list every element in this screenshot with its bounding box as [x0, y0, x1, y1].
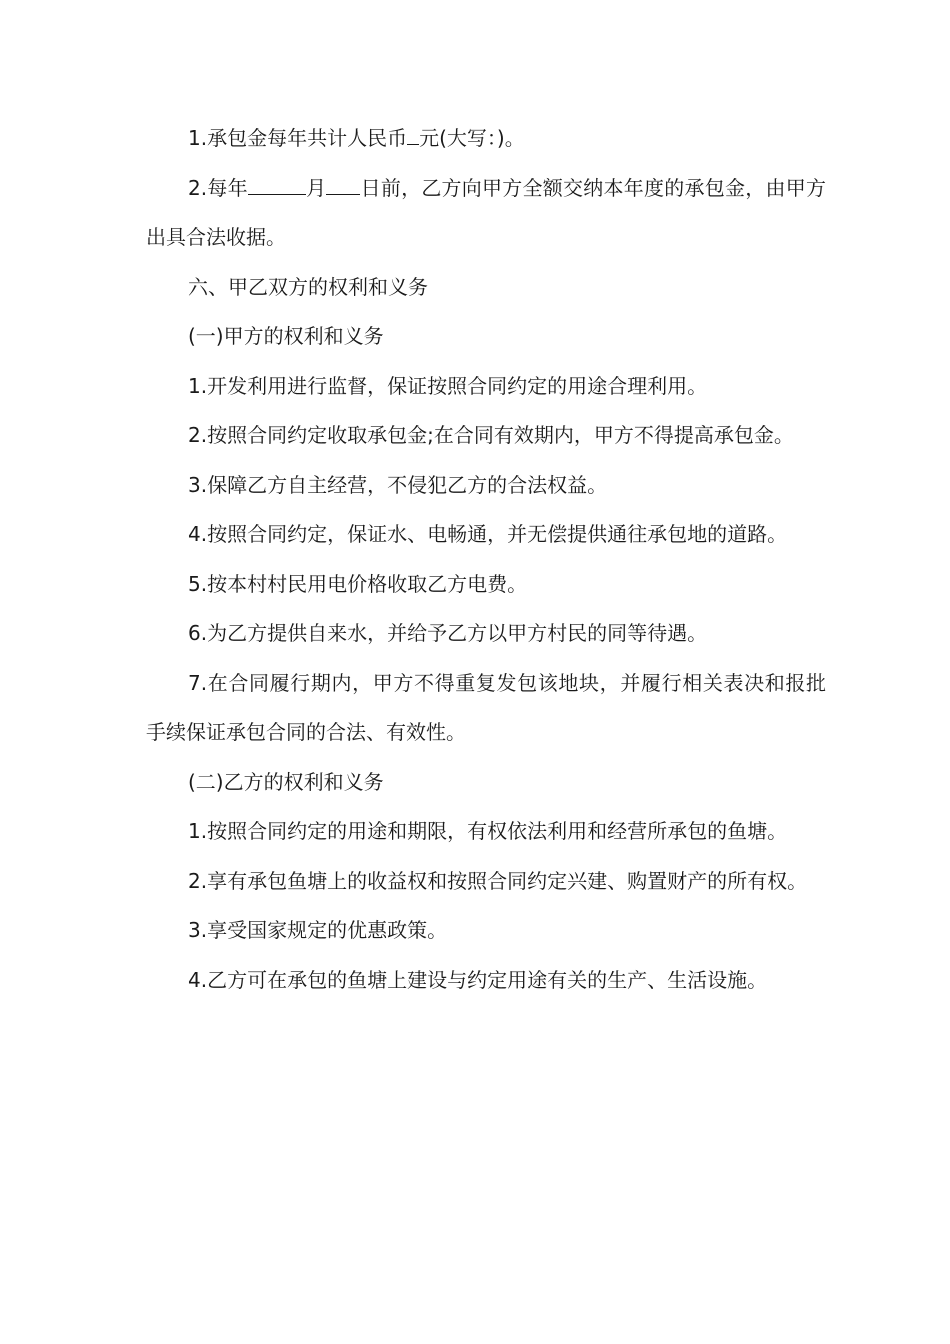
paragraph-text: (二)乙方的权利和义务 [188, 769, 384, 794]
fill-in-blank [407, 122, 419, 145]
paragraph-text: 六、甲乙双方的权利和义务 [188, 274, 428, 299]
paragraph-p1 [146, 114, 826, 164]
paragraph-p6 [146, 411, 826, 461]
paragraph-text: 6.为乙方提供自来水，并给予乙方以甲方村民的同等待遇。 [188, 621, 708, 645]
paragraph-text: 1.按照合同约定的用途和期限，有权依法利用和经营所承包的鱼塘。 [188, 819, 788, 843]
fill-in-blank [248, 172, 306, 195]
paragraph-p7 [146, 461, 826, 511]
paragraph-text: 3.保障乙方自主经营，不侵犯乙方的合法权益。 [188, 472, 608, 497]
paragraph-p11 [146, 659, 826, 758]
paragraph-text: 2.享有承包鱼塘上的收益权和按照合同约定兴建、购置财产的所有权。 [188, 868, 808, 893]
paragraph-p3 [146, 263, 826, 313]
paragraph-text: 2.按照合同约定收取承包金;在合同有效期内，甲方不得提高承包金。 [188, 423, 794, 447]
paragraph-text: 1.承包金每年共计人民币 [188, 126, 408, 150]
paragraph-text: 2.每年 [188, 175, 248, 200]
paragraph-text: (一)甲方的权利和义务 [188, 324, 384, 348]
paragraph-text: 日前，乙方向甲方全额交纳本年度的承包金，由甲方出具合法收据。 [146, 175, 827, 249]
paragraph-p9 [146, 560, 826, 610]
paragraph-p8 [146, 510, 826, 560]
paragraph-p10 [146, 609, 826, 659]
paragraph-text: 4.乙方可在承包的鱼塘上建设与约定用途有关的生产、生活设施。 [188, 967, 768, 992]
paragraph-text: 3.享受国家规定的优惠政策。 [188, 918, 448, 942]
paragraph-text: 4.按照合同约定，保证水、电畅通，并无偿提供通往承包地的道路。 [188, 522, 788, 546]
paragraph-p16 [146, 956, 826, 1006]
paragraph-p5 [146, 362, 826, 412]
fill-in-blank [326, 172, 360, 195]
paragraph-text: 月 [305, 175, 327, 200]
paragraph-p14 [146, 857, 826, 907]
paragraph-p4 [146, 312, 826, 362]
paragraph-text: 7.在合同履行期内，甲方不得重复发包该地块，并履行相关表决和报批手续保证承包合同的合法、有效性。 [146, 670, 826, 744]
paragraph-p13 [146, 807, 826, 857]
paragraph-p12 [146, 758, 826, 808]
document-body [146, 114, 826, 1005]
paragraph-text: 1.开发利用进行监督，保证按照合同约定的用途合理利用。 [188, 373, 708, 398]
paragraph-text: 5.按本村村民用电价格收取乙方电费。 [188, 571, 528, 596]
paragraph-p15 [146, 906, 826, 956]
paragraph-p2 [146, 164, 826, 263]
paragraph-text: 元(大写：)。 [419, 126, 525, 150]
